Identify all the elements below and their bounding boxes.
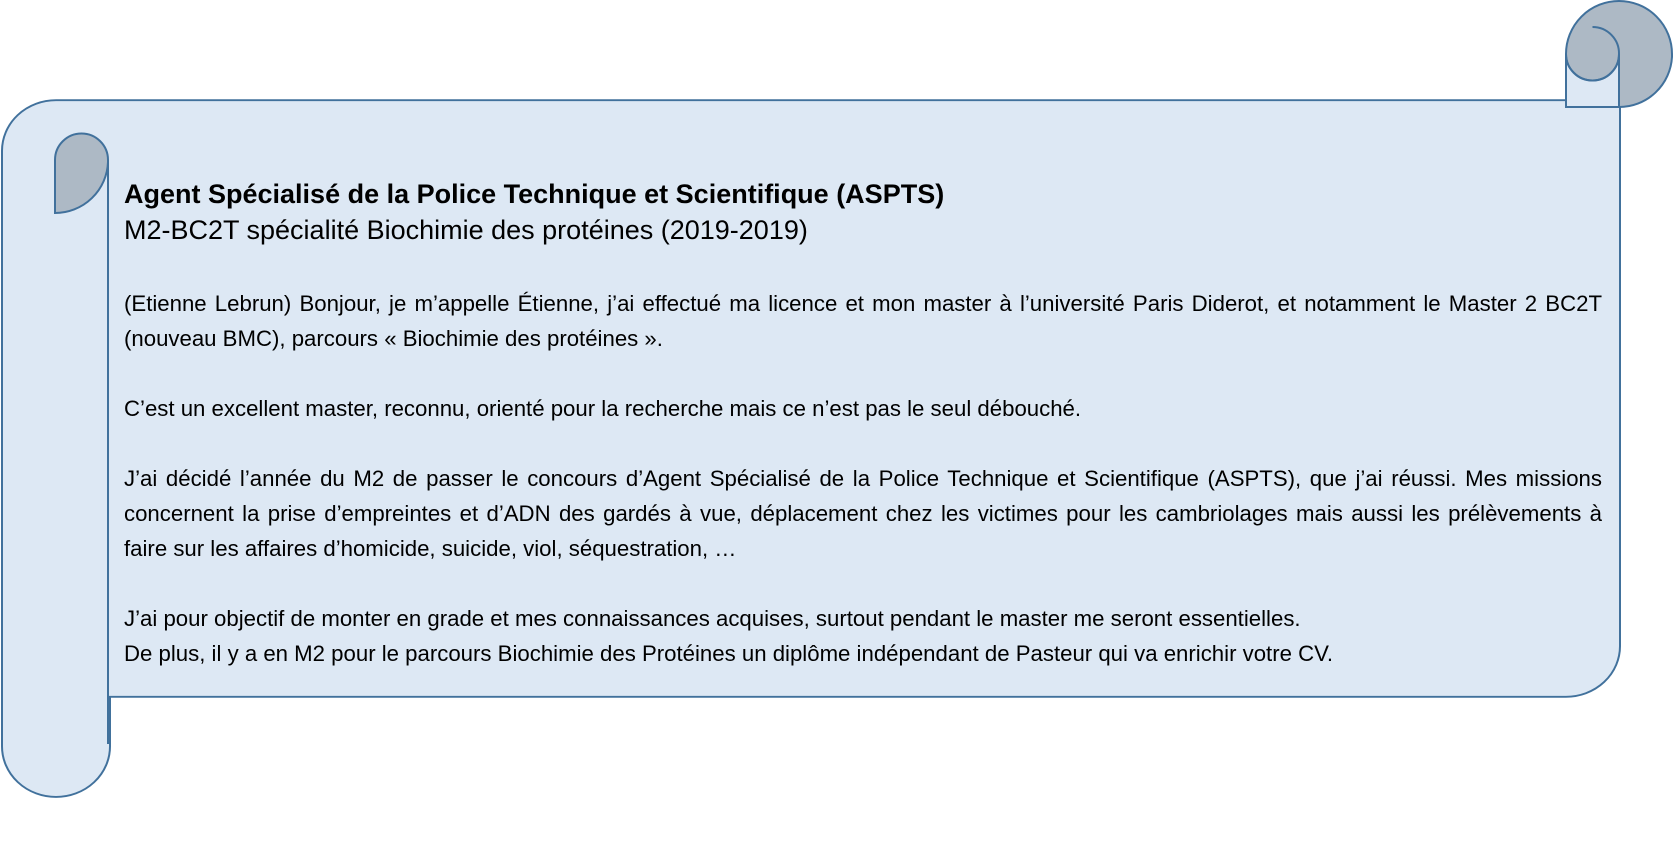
page-title: Agent Spécialisé de la Police Technique et Scientifique (ASPTS) [124,179,945,209]
document-content [124,176,1602,671]
closing-line-objective: J’ai pour objectif de monter en grade et mes connaissances acquises, surtout pendant le master me seront essentielles. [124,606,1301,631]
paragraph-intro: (Etienne Lebrun) Bonjour, je m’appelle Étienne, j’ai effectué ma licence et mon master à l’université Paris Diderot, et notamment le Master 2 BC2T (nouveau BMC), parcours « Biochimie des protéines ». [124,291,1602,351]
paragraph-master: C’est un excellent master, reconnu, orienté pour la recherche mais ce n’est pas le seul débouché. [124,396,1082,421]
paragraph-missions: J’ai décidé l’année du M2 de passer le concours d’Agent Spécialisé de la Police Technique et Scientifique (ASPTS), que j’ai réussi. Mes missions concernent la prise d’empreintes et d’ADN des gardés à vue, déplacement chez les victimes pour les cambriolages mais aussi les prélèvements à faire sur les affaires d’homicide, suicide, viol, séquestration, … [124,466,1602,561]
paragraph-closing [124,601,1602,671]
closing-line-pasteur: De plus, il y a en M2 pour le parcours Biochimie des Protéines un diplôme indépendant de Pasteur qui va enrichir votre CV. [124,641,1334,666]
page-subtitle: M2-BC2T spécialité Biochimie des protéines (2019-2019) [124,215,808,245]
